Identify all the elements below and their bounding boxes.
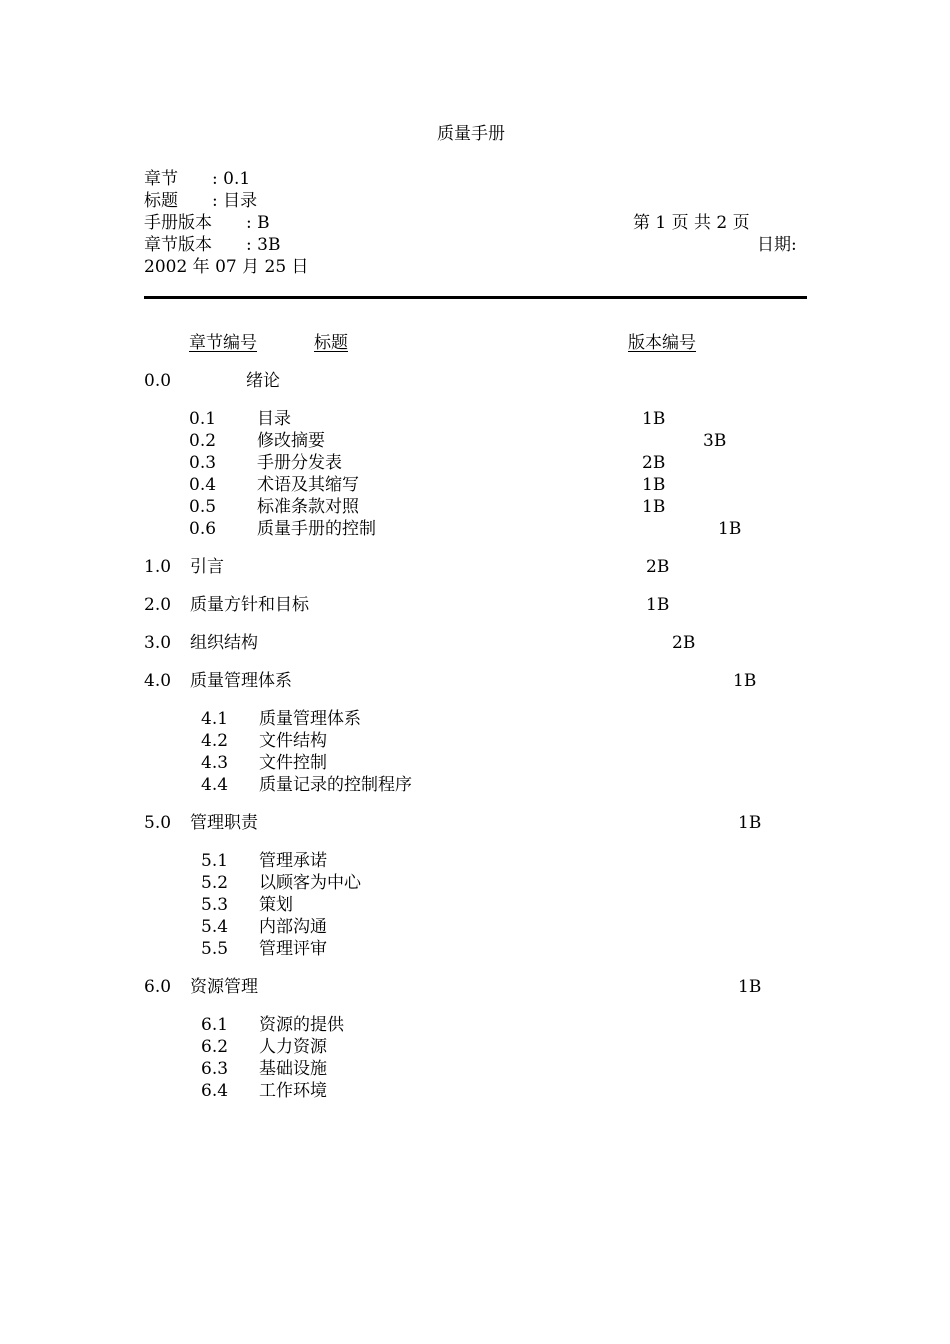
- chapter-label: 章节: [144, 169, 178, 189]
- column-header-title: 标题: [314, 333, 348, 353]
- section-title: 修改摘要: [257, 431, 325, 451]
- page-info: 第 1 页 共 2 页: [633, 213, 750, 233]
- section-title: 绪论: [246, 371, 280, 391]
- section-title: 文件控制: [259, 753, 327, 773]
- section-title: 质量管理体系: [190, 671, 292, 691]
- section-number: 4.4: [201, 775, 229, 795]
- section-version: 2B: [672, 633, 696, 653]
- section-title: 组织结构: [190, 633, 258, 653]
- section-title: 工作环境: [259, 1081, 327, 1101]
- document-title: 质量手册: [437, 124, 505, 144]
- section-number: 0.2: [189, 431, 217, 451]
- section-version: 1B: [718, 519, 742, 539]
- section-number: 4.3: [201, 753, 229, 773]
- section-title: 质量管理体系: [259, 709, 361, 729]
- date-value: 2002 年 07 月 25 日: [144, 257, 309, 277]
- section-title: 资源管理: [190, 977, 258, 997]
- section-number: 6.2: [201, 1037, 229, 1057]
- section-title: 资源的提供: [259, 1015, 344, 1035]
- section-title: 内部沟通: [259, 917, 327, 937]
- section-number: 0.1: [189, 409, 217, 429]
- section-number: 3.0: [144, 633, 172, 653]
- section-number: 0.3: [189, 453, 217, 473]
- manual-version-label: 手册版本: [144, 213, 212, 233]
- section-number: 4.2: [201, 731, 229, 751]
- section-title: 基础设施: [259, 1059, 327, 1079]
- section-title: 质量记录的控制程序: [259, 775, 412, 795]
- manual-version-value: : B: [246, 213, 270, 233]
- chapter-version-value: : 3B: [246, 235, 281, 255]
- section-number: 2.0: [144, 595, 172, 615]
- section-title: 标准条款对照: [257, 497, 359, 517]
- column-header-version-no: 版本编号: [628, 333, 696, 353]
- section-title: 手册分发表: [257, 453, 342, 473]
- section-number: 5.4: [201, 917, 229, 937]
- chapter-value: : 0.1: [212, 169, 251, 189]
- section-version: 1B: [646, 595, 670, 615]
- section-number: 5.3: [201, 895, 229, 915]
- title-value: : 目录: [212, 191, 258, 211]
- column-header-chapter-no: 章节编号: [189, 333, 257, 353]
- section-number: 4.1: [201, 709, 229, 729]
- section-version: 1B: [738, 813, 762, 833]
- section-version: 1B: [642, 497, 666, 517]
- section-number: 1.0: [144, 557, 172, 577]
- section-title: 质量方针和目标: [190, 595, 309, 615]
- section-number: 0.5: [189, 497, 217, 517]
- section-title: 以顾客为中心: [259, 873, 361, 893]
- section-version: 3B: [703, 431, 727, 451]
- title-label: 标题: [144, 191, 178, 211]
- section-title: 引言: [190, 557, 224, 577]
- section-version: 2B: [642, 453, 666, 473]
- date-label: 日期:: [757, 235, 797, 255]
- section-number: 4.0: [144, 671, 172, 691]
- section-number: 0.6: [189, 519, 217, 539]
- section-version: 1B: [733, 671, 757, 691]
- section-number: 5.5: [201, 939, 229, 959]
- section-title: 人力资源: [259, 1037, 327, 1057]
- section-number: 5.2: [201, 873, 229, 893]
- section-number: 6.1: [201, 1015, 229, 1035]
- section-version: 1B: [642, 475, 666, 495]
- chapter-version-label: 章节版本: [144, 235, 212, 255]
- section-number: 6.0: [144, 977, 172, 997]
- section-number: 5.1: [201, 851, 229, 871]
- section-title: 管理承诺: [259, 851, 327, 871]
- section-version: 1B: [642, 409, 666, 429]
- section-number: 6.4: [201, 1081, 229, 1101]
- section-title: 质量手册的控制: [257, 519, 376, 539]
- section-number: 0.4: [189, 475, 217, 495]
- section-title: 术语及其缩写: [257, 475, 359, 495]
- section-version: 1B: [738, 977, 762, 997]
- section-number: 6.3: [201, 1059, 229, 1079]
- section-title: 文件结构: [259, 731, 327, 751]
- section-title: 管理评审: [259, 939, 327, 959]
- section-number: 5.0: [144, 813, 172, 833]
- section-number: 0.0: [144, 371, 172, 391]
- header-divider: [144, 296, 807, 299]
- section-title: 策划: [259, 895, 293, 915]
- section-title: 管理职责: [190, 813, 258, 833]
- section-version: 2B: [646, 557, 670, 577]
- section-title: 目录: [257, 409, 291, 429]
